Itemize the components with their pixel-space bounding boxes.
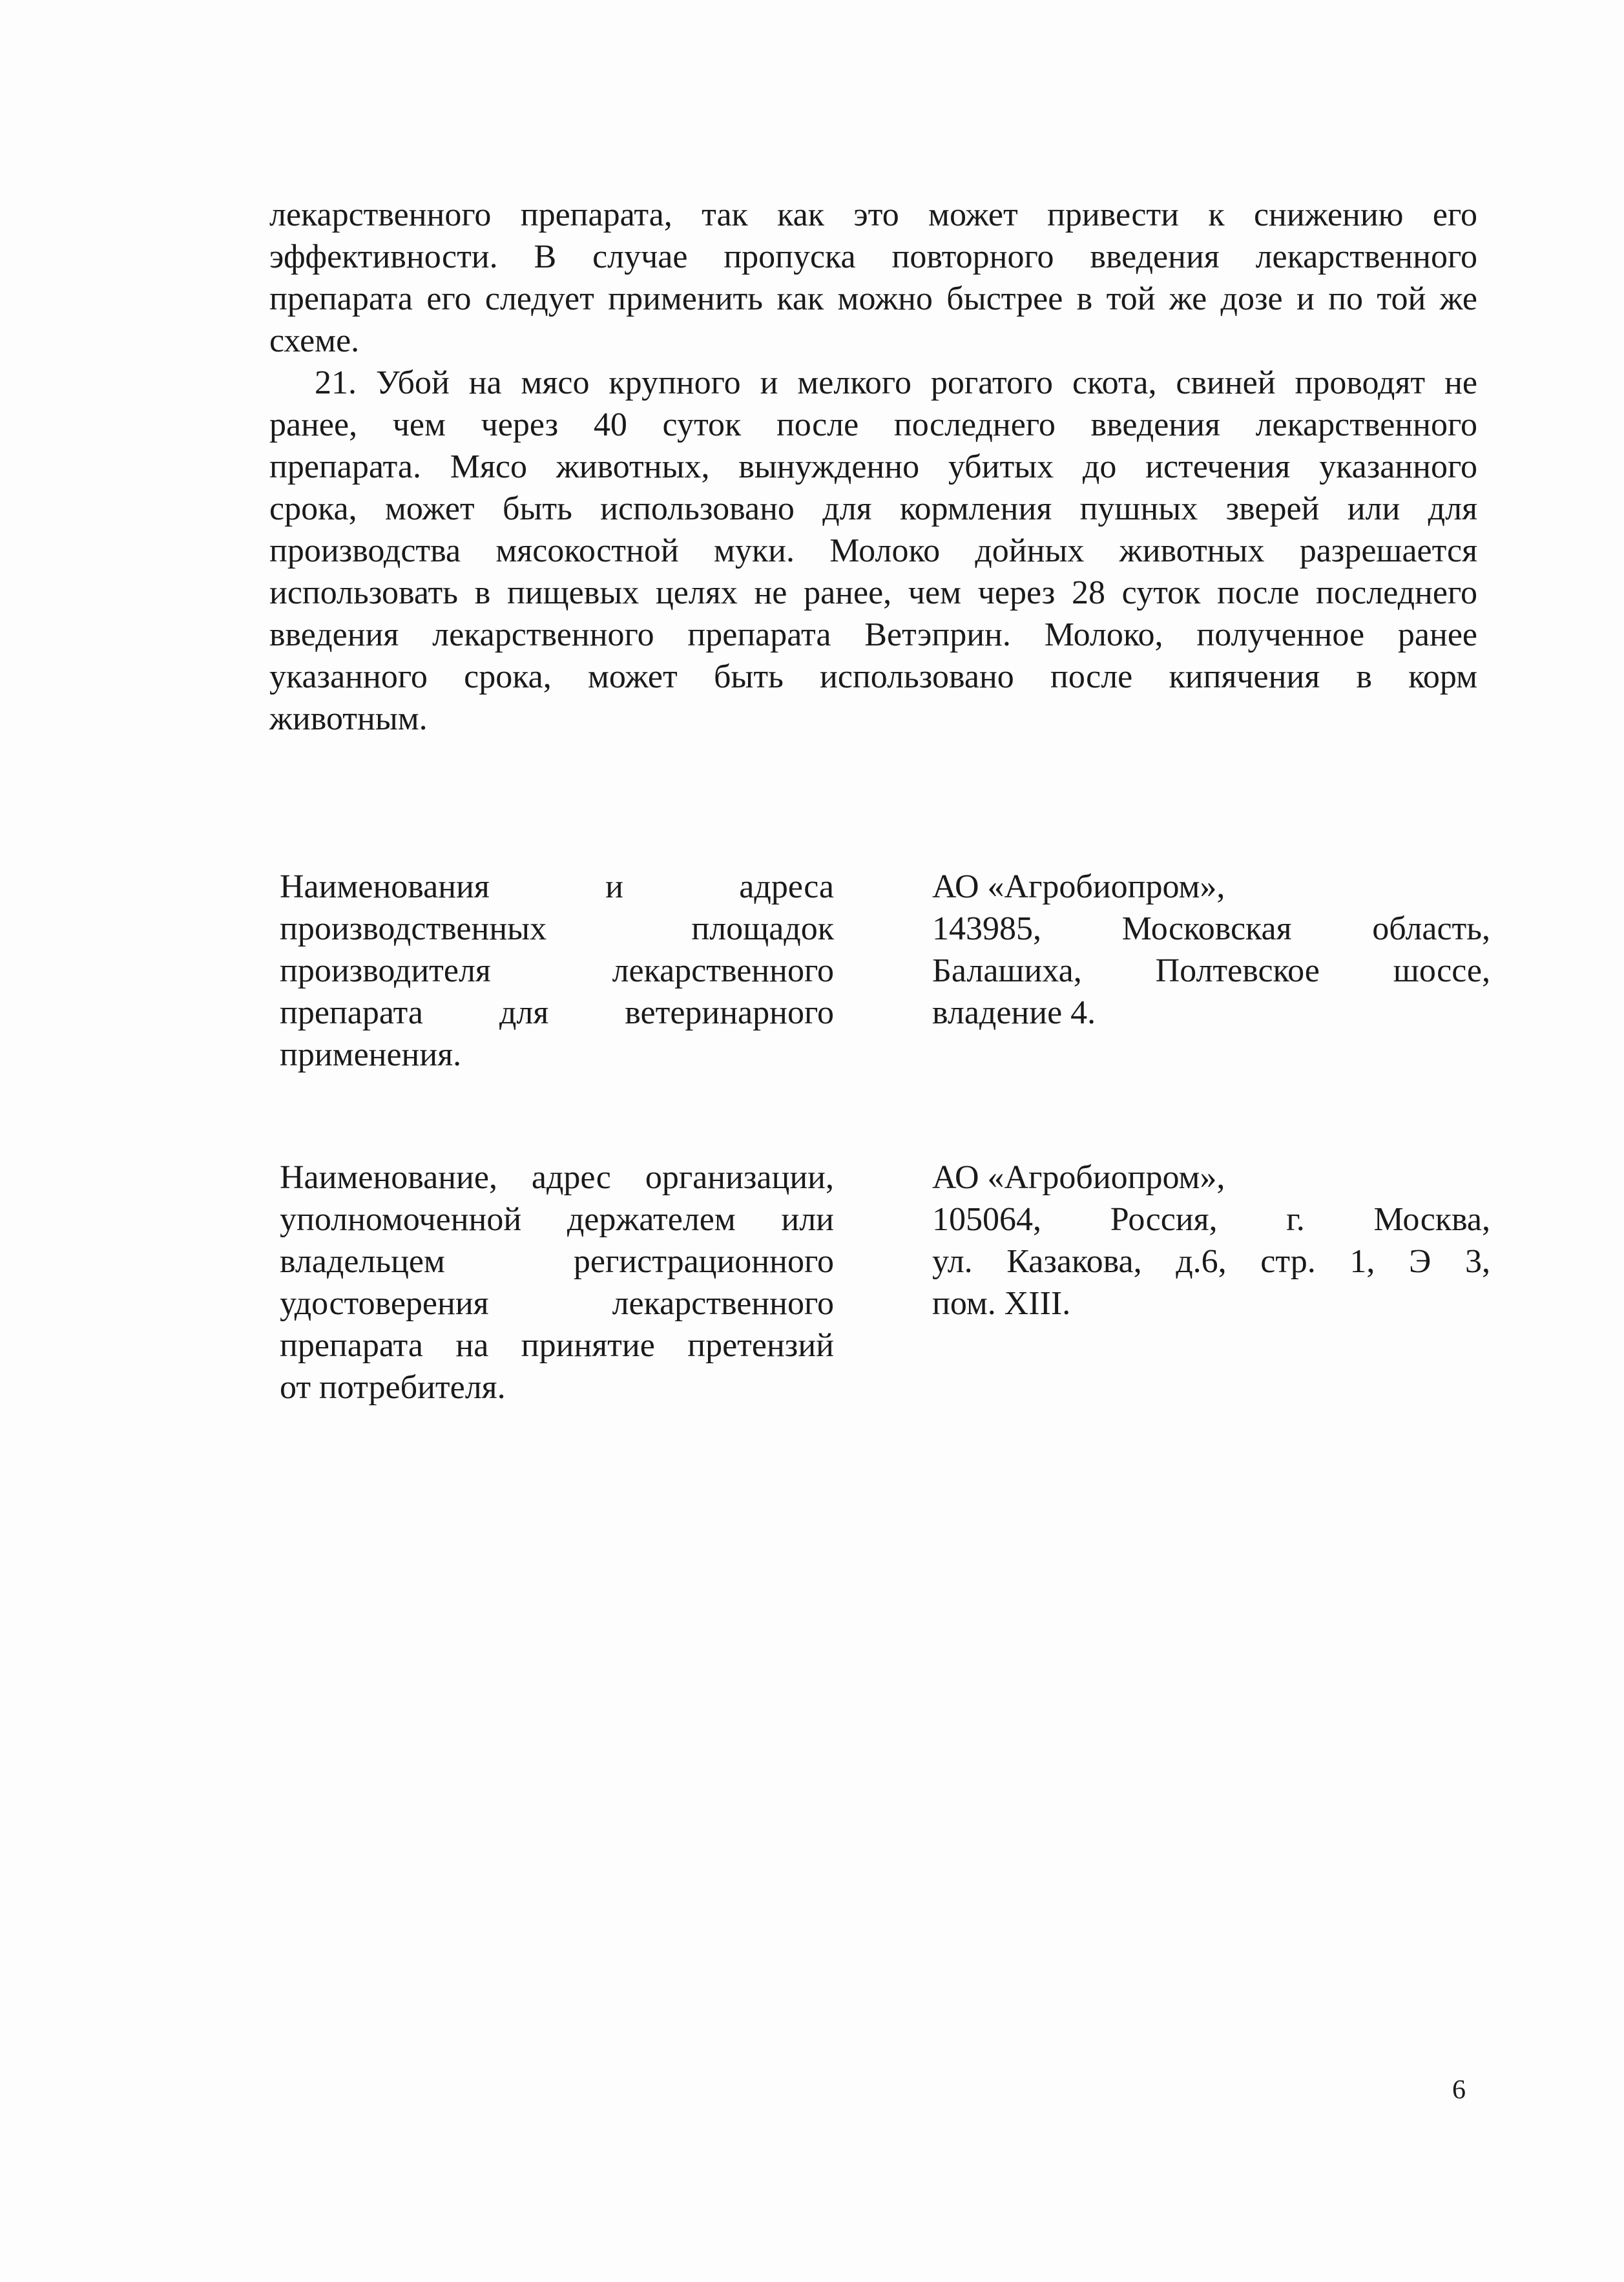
paragraph-continuation: [269, 194, 1477, 362]
value-line: ул. Казакова, д.6, стр. 1, Э 3,: [932, 1243, 1490, 1280]
value-line: АО «Агробиопром»,: [932, 868, 1225, 905]
value-line: АО «Агробиопром»,: [932, 1159, 1225, 1196]
instruction-text: [269, 194, 1477, 740]
value-line: Балашиха, Полтевское шоссе,: [932, 952, 1490, 989]
text-line: 21. Убой на мясо крупного и мелкого рогатого скота, свиней проводят не: [315, 364, 1477, 401]
label-line: препарата для ветеринарного: [280, 994, 834, 1031]
label-line: владельцем регистрационного: [280, 1243, 834, 1280]
manufacturer-address: [932, 866, 1490, 1034]
value-line: 143985, Московская область,: [932, 910, 1490, 947]
text-line: ранее, чем через 40 суток после последнего введения лекарственного: [269, 406, 1477, 443]
text-line: препарата. Мясо животных, вынужденно убитых до истечения указанного: [269, 448, 1477, 485]
value-line: пом. XIII.: [932, 1285, 1071, 1322]
claims-organization-label: [280, 1157, 834, 1408]
label-line: от потребителя.: [280, 1369, 506, 1406]
label-line: препарата на принятие претензий: [280, 1327, 834, 1364]
text-line: лекарственного препарата, так как это может привести к снижению его: [269, 196, 1477, 233]
label-line: уполномоченной держателем или: [280, 1201, 834, 1238]
label-line: Наименование, адрес организации,: [280, 1159, 834, 1196]
text-line: животным.: [269, 700, 428, 737]
text-line: введения лекарственного препарата Ветэприн. Молоко, полученное ранее: [269, 616, 1477, 653]
label-line: применения.: [280, 1036, 462, 1073]
text-line: схеме.: [269, 322, 360, 359]
text-line: препарата его следует применить как можно быстрее в той же дозе и по той же: [269, 280, 1477, 317]
text-line: эффективности. В случае пропуска повторного введения лекарственного: [269, 238, 1477, 275]
label-line: производственных площадок: [280, 910, 834, 947]
text-line: указанного срока, может быть использовано после кипячения в корм: [269, 658, 1477, 695]
paragraph-21: [269, 362, 1477, 740]
label-line: производителя лекарственного: [280, 952, 834, 989]
manufacturer-label: [280, 866, 834, 1076]
text-line: использовать в пищевых целях не ранее, чем через 28 суток после последнего: [269, 574, 1477, 611]
label-line: удостоверения лекарственного: [280, 1285, 834, 1322]
label-line: Наименования и адреса: [280, 868, 834, 905]
page-number: 6: [1452, 2075, 1466, 2105]
value-line: владение 4.: [932, 994, 1096, 1031]
value-line: 105064, Россия, г. Москва,: [932, 1201, 1490, 1238]
text-line: производства мясокостной муки. Молоко дойных животных разрешается: [269, 532, 1477, 569]
claims-organization-address: [932, 1157, 1490, 1324]
text-line: срока, может быть использовано для кормления пушных зверей или для: [269, 490, 1477, 527]
